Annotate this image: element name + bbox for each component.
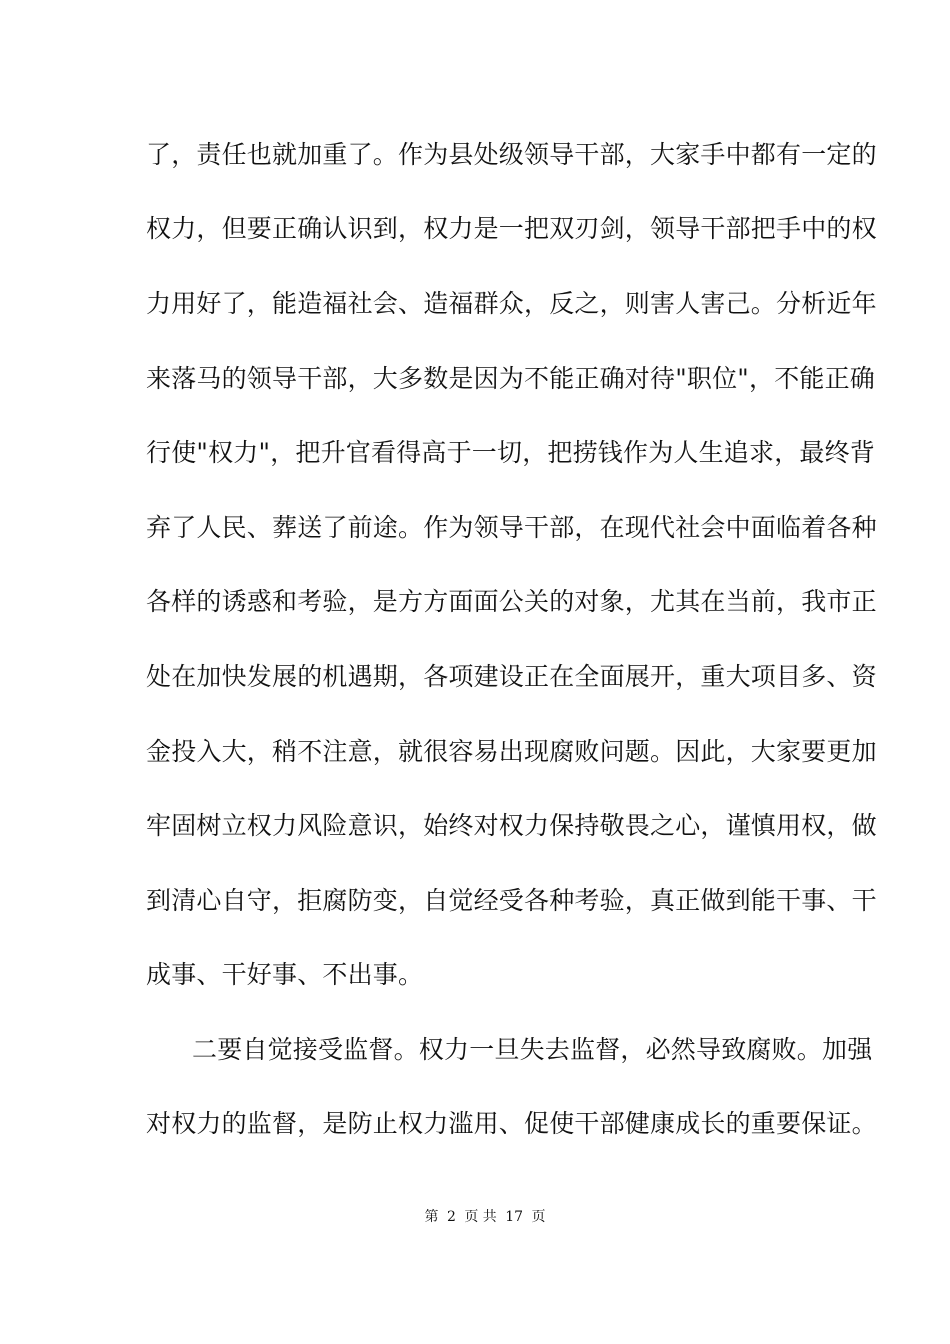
paragraph-line: 了，责任也就加重了。作为县处级领导干部，大家手中都有一定的 bbox=[146, 140, 877, 169]
current-page-number: 2 bbox=[446, 1209, 456, 1225]
paragraph-line: 金投入大，稍不注意，就很容易出现腐败问题。因此，大家要更加 bbox=[146, 737, 877, 766]
paragraph-line: 各样的诱惑和考验，是方方面面公关的对象，尤其在当前，我市正 bbox=[146, 587, 877, 616]
paragraph-line: 行使"权力"，把升官看得高于一切，把捞钱作为人生追求，最终背 bbox=[146, 438, 876, 467]
paragraph-line: 到清心自守，拒腐防变，自觉经受各种考验，真正做到能干事、干 bbox=[146, 886, 877, 915]
paragraph-line: 处在加快发展的机遇期，各项建设正在全面展开，重大项目多、资 bbox=[146, 662, 877, 691]
paragraph-line: 权力，但要正确认识到，权力是一把双刃剑，领导干部把手中的权 bbox=[146, 214, 877, 243]
page-number-footer bbox=[0, 1208, 950, 1226]
paragraph-line: 力用好了，能造福社会、造福群众，反之，则害人害己。分析近年 bbox=[146, 289, 877, 318]
paragraph-line: 对权力的监督，是防止权力滥用、促使干部健康成长的重要保证。 bbox=[146, 1109, 877, 1138]
paragraph-line: 二要自觉接受监督。权力一旦失去监督，必然导致腐败。加强 bbox=[192, 1035, 873, 1064]
footer-middle: 页 共 bbox=[464, 1209, 497, 1225]
total-pages-number: 17 bbox=[505, 1209, 524, 1225]
footer-suffix: 页 bbox=[531, 1209, 546, 1225]
paragraph-line: 来落马的领导干部，大多数是因为不能正确对待"职位"，不能正确 bbox=[146, 364, 876, 393]
paragraph-line: 成事、干好事、不出事。 bbox=[146, 960, 424, 989]
paragraph-line: 牢固树立权力风险意识，始终对权力保持敬畏之心，谨慎用权，做 bbox=[146, 811, 877, 840]
footer-prefix: 第 bbox=[424, 1209, 439, 1225]
paragraph-line: 弃了人民、葬送了前途。作为领导干部，在现代社会中面临着各种 bbox=[146, 513, 877, 542]
